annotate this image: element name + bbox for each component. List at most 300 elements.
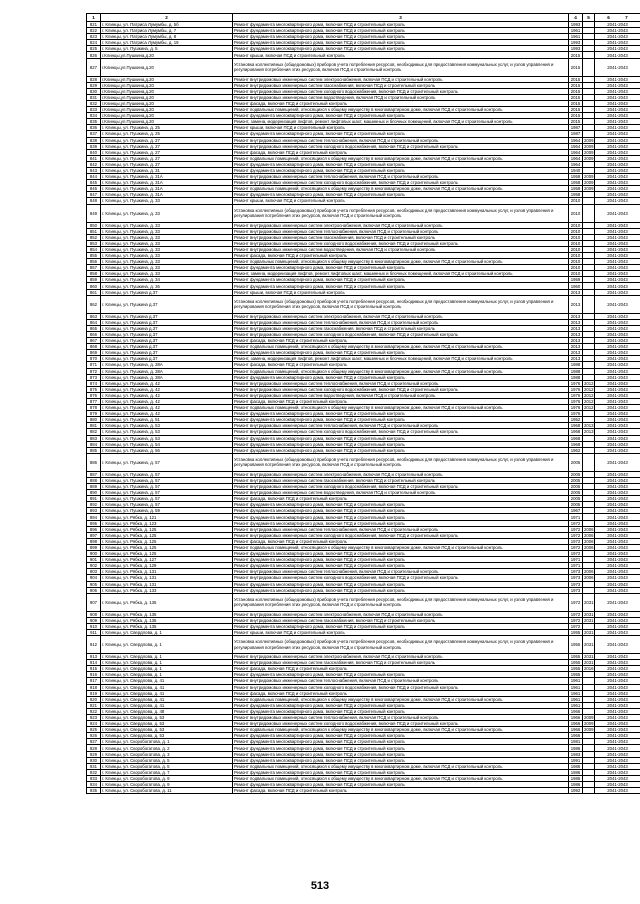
year-built-cell: 2010 [569, 222, 583, 228]
work-type-cell: Ремонт фундамента многоквартирного дома, включая ПСД и строительный контроль [233, 192, 569, 198]
row-number: 825 [87, 46, 101, 52]
planned-period-cell: 2041-2043 [595, 52, 640, 58]
table-row [87, 593, 640, 611]
row-number: 832 [87, 100, 101, 106]
planned-period-cell: 2041-2043 [595, 125, 640, 131]
last-repair-year-cell: 2006 [584, 544, 594, 550]
row-number: 918 [87, 684, 101, 690]
row-number: 841 [87, 155, 101, 161]
planned-period-cell: 2041-2043 [595, 356, 640, 362]
last-repair-year-cell [583, 295, 595, 313]
last-repair-year-cell: 2009 [584, 721, 594, 727]
work-type-cell: Ремонт фундамента многоквартирного дома, включая ПСД и строительный контроль [233, 514, 569, 520]
row-number: 876 [87, 392, 101, 398]
planned-period-cell: 2041-2043 [595, 745, 640, 751]
row-number: 871 [87, 362, 101, 368]
year-built-cell: 1986 [569, 782, 583, 788]
table-row [87, 788, 640, 794]
planned-period-cell: 2041-2043 [595, 392, 640, 398]
table-row [87, 204, 640, 222]
address-cell: г.Клинцы,ул.Пушкина,д.20 [101, 58, 233, 76]
address-cell: г.Клинцы,ул.Пушкина,д.20 [101, 94, 233, 100]
planned-period-cell: 2041-2043 [595, 344, 640, 350]
planned-period-cell: 2041-2043 [595, 557, 640, 563]
work-type-cell: Ремонт внутридомовых инженерных систем электроснабжения, включая ПСД и строительный контроль [233, 222, 569, 228]
work-type-cell: Ремонт подвальных помещений, относящихся к общему имуществу в многоквартирном доме, включая ПСД и строительный контроль [233, 775, 569, 781]
row-number: 897 [87, 532, 101, 538]
address-cell: г. Клинцы, ул. Пушкина, д. 42 [101, 405, 233, 411]
planned-period-cell: 2041-2043 [595, 100, 640, 106]
planned-period-cell: 2041-2043 [595, 40, 640, 46]
year-built-cell: 2010 [569, 240, 583, 246]
planned-period-cell: 2041-2043 [595, 538, 640, 544]
planned-period-cell: 2041-2043 [595, 338, 640, 344]
planned-period-cell: 2041-2043 [595, 569, 640, 575]
work-type-cell: Ремонт подвальных помещений, относящихся к общему имуществу в многоквартирном доме, включая ПСД и строительный контроль [233, 186, 569, 192]
address-cell: г. Клинцы, ул. Пушкина, д. 27 [101, 149, 233, 155]
planned-period-cell: 2041-2043 [595, 113, 640, 119]
work-type-cell: Ремонт внутридомовых инженерных систем газоснабжения, включая ПСД и строительный контроль [233, 325, 569, 331]
last-repair-year-cell: 2031 [584, 630, 594, 636]
address-cell: г. Клинцы, ул. Пушкина, д. 33 [101, 228, 233, 234]
year-built-cell: 2015 [569, 100, 583, 106]
last-repair-year-cell: 2013 [584, 429, 594, 435]
last-repair-year-cell: 2009 [584, 143, 594, 149]
year-built-cell: 1983 [569, 751, 583, 757]
planned-period-cell: 2041-2043 [595, 137, 640, 143]
row-number: 893 [87, 508, 101, 514]
work-type-cell: Ремонт подвальных помещений, относящихся к общему имуществу в многоквартирном доме, включая ПСД и строительный контроль [233, 696, 569, 702]
last-repair-year-cell: 2006 [584, 569, 594, 575]
address-cell: г. Клинцы, ул. Пушкина, д. 56 [101, 447, 233, 453]
address-cell: г. Клинцы, ул. Пушкина, д. 5 [101, 46, 233, 52]
year-built-cell: 2015 [569, 119, 583, 125]
year-built-cell: 2005 [569, 496, 583, 502]
last-repair-year-cell: 2012 [584, 386, 594, 392]
planned-period-cell: 2041-2043 [595, 423, 640, 429]
row-number: 860 [87, 283, 101, 289]
column-number: 4 [569, 14, 583, 22]
year-built-cell: 1973 [569, 581, 583, 587]
work-type-cell: Ремонт фасада, включая ПСД и строительный контроль [233, 338, 569, 344]
year-built-cell: 2015 [569, 82, 583, 88]
year-built-cell: 2010 [569, 198, 583, 204]
address-cell: г. Клинцы, ул. Рябка, д. 135 [101, 623, 233, 629]
work-type-cell: Ремонт фасада, включая ПСД и строительный контроль [233, 362, 569, 368]
work-type-cell: Ремонт внутридомовых инженерных систем газоснабжения, включая ПСД и строительный контроль [233, 234, 569, 240]
table-body [87, 22, 640, 794]
row-number: 854 [87, 246, 101, 252]
row-number: 821 [87, 22, 101, 28]
work-type-cell: Ремонт подвальных помещений, относящихся к общему имуществу в многоквартирном доме, включая ПСД и строительный контроль [233, 405, 569, 411]
year-built-cell: 2015 [569, 107, 583, 113]
last-repair-year-cell: 2009 [584, 180, 594, 186]
work-type-cell: Ремонт фундамента многоквартирного дома, включая ПСД и строительный контроль [233, 751, 569, 757]
year-built-cell: 1966 [569, 727, 583, 733]
address-cell: г. Клинцы, ул. Пушкина, д. 33 [101, 222, 233, 228]
planned-period-cell: 2041-2043 [595, 532, 640, 538]
work-type-cell: Установка коллективных (общедомовых) приборов учета потребления ресурсов, необходимых для предоставления коммунальных услуг, и узлов управления и регулирования потребления этих ресурсов, включая ПСД и строительный контроль [233, 204, 569, 222]
year-built-cell: 1968 [569, 429, 583, 435]
year-built-cell: 2013 [569, 344, 583, 350]
last-repair-year-cell [583, 453, 595, 471]
planned-period-cell: 2041-2043 [595, 58, 640, 76]
row-number: 924 [87, 721, 101, 727]
year-built-cell: 1986 [569, 775, 583, 781]
address-cell: г. Клинцы, ул. Пушкина, д. 34 [101, 277, 233, 283]
planned-period-cell: 2041-2043 [595, 380, 640, 386]
year-built-cell: 1972 [569, 520, 583, 526]
row-number: 892 [87, 502, 101, 508]
planned-period-cell: 2041-2043 [595, 204, 640, 222]
address-cell: г. Клинцы, ул. Скоробогатова, д. 5 [101, 757, 233, 763]
year-built-cell: 2015 [569, 88, 583, 94]
work-type-cell: Ремонт фасада, включая ПСД и строительный контроль [233, 496, 569, 502]
address-cell: г.Клинцы,ул.Пушкина,д.20 [101, 88, 233, 94]
row-number: 873 [87, 374, 101, 380]
row-number: 904 [87, 575, 101, 581]
column-number: 5 [583, 14, 595, 22]
planned-period-cell: 2041-2043 [595, 563, 640, 569]
year-built-cell: 2015 [569, 113, 583, 119]
year-built-cell: 1972 [569, 611, 583, 617]
planned-period-cell: 2041-2043 [595, 611, 640, 617]
planned-period-cell: 2041-2043 [595, 690, 640, 696]
address-cell: г. Клинцы, ул. Пушкина, д. 33 [101, 240, 233, 246]
planned-period-cell: 2041-2043 [595, 265, 640, 271]
address-cell: г. Клинцы, ул. Свердлова, д. 53 [101, 733, 233, 739]
row-number: 932 [87, 769, 101, 775]
address-cell: г. Клинцы, ул. Пушкина, д. 33 [101, 204, 233, 222]
work-type-cell: Ремонт фундамента многоквартирного дома, включая ПСД и строительный контроль [233, 113, 569, 119]
planned-period-cell: 2041-2043 [595, 277, 640, 283]
row-number: 835 [87, 119, 101, 125]
row-number: 887 [87, 471, 101, 477]
work-type-cell: Ремонт крыши, включая ПСД и строительный контроль [233, 289, 569, 295]
address-cell: г. Клинцы, ул. Пушкина, д. 57 [101, 471, 233, 477]
work-type-cell: Ремонт подвальных помещений, относящихся к общему имуществу в многоквартирном доме, включая ПСД и строительный контроль [233, 763, 569, 769]
row-number: 895 [87, 520, 101, 526]
row-number: 842 [87, 161, 101, 167]
planned-period-cell: 2041-2043 [595, 34, 640, 40]
planned-period-cell: 2041-2043 [595, 234, 640, 240]
planned-period-cell: 2041-2043 [595, 368, 640, 374]
row-number: 927 [87, 739, 101, 745]
year-built-cell: 1986 [569, 745, 583, 751]
address-cell: г. Клинцы, ул. Рябка, д. 125 [101, 551, 233, 557]
planned-period-cell: 2041-2043 [595, 551, 640, 557]
year-built-cell: 1955 [569, 672, 583, 678]
work-type-cell: Ремонт фундамента многоквартирного дома, включая ПСД и строительный контроль [233, 374, 569, 380]
planned-period-cell: 2041-2043 [595, 331, 640, 337]
row-number: 880 [87, 417, 101, 423]
row-number: 878 [87, 405, 101, 411]
row-number: 853 [87, 240, 101, 246]
work-type-cell: Ремонт крыши, включая ПСД и строительный контроль [233, 629, 569, 635]
work-type-cell: Ремонт внутридомовых инженерных систем электроснабжения, включая ПСД и строительный контроль [233, 76, 569, 82]
address-cell: г. Клинцы, ул. Пушкина, д. 25 [101, 125, 233, 131]
last-repair-year-cell: 2006 [584, 532, 594, 538]
planned-period-cell: 2041-2043 [595, 684, 640, 690]
row-number: 831 [87, 94, 101, 100]
address-cell: г. Клинцы, ул. Пушкина, д. 57 [101, 453, 233, 471]
address-cell: г. Клинцы, ул. Пушкина д.37 [101, 313, 233, 319]
year-built-cell: 1964 [569, 143, 583, 149]
table-row [87, 58, 640, 76]
address-cell: г. Клинцы, ул. Скоробогатова, д. 3 [101, 751, 233, 757]
row-number: 861 [87, 289, 101, 295]
planned-period-cell: 2041-2043 [595, 666, 640, 672]
work-type-cell: Ремонт внутридомовых инженерных систем водоотведения, включая ПСД и строительный контроль [233, 392, 569, 398]
row-number: 933 [87, 775, 101, 781]
row-number: 851 [87, 228, 101, 234]
work-type-cell: Ремонт внутридомовых инженерных систем газоснабжения, включая ПСД и строительный контроль [233, 660, 569, 666]
row-number: 870 [87, 356, 101, 362]
year-built-cell: 2005 [569, 484, 583, 490]
row-number: 905 [87, 581, 101, 587]
address-cell: г. Клинцы, ул. Пушкина, д. 25 [101, 131, 233, 137]
planned-period-cell: 2041-2043 [595, 429, 640, 435]
work-type-cell: Ремонт внутридомовых инженерных систем электроснабжения, включая ПСД и строительный контроль [233, 654, 569, 660]
year-built-cell: 1940 [569, 167, 583, 173]
address-cell: г. Клинцы, ул. Пушкина, д. 57 [101, 502, 233, 508]
planned-period-cell: 2041-2043 [595, 259, 640, 265]
work-type-cell: Установка коллективных (общедомовых) приборов учета потребления ресурсов, необходимых для предоставления коммунальных услуг, и узлов управления и регулирования потребления этих ресурсов, включая ПСД и строительный контроль [233, 295, 569, 313]
work-type-cell: Ремонт, замена, модернизация лифтов, ремонт лифтовых шахт, машинных и блочных помещений, включая ПСД и строительный контроль [233, 271, 569, 277]
year-built-cell: 2005 [569, 502, 583, 508]
address-cell: г. Клинцы, ул. Пушкина, д. 33 [101, 265, 233, 271]
work-type-cell: Установка коллективных (общедомовых) приборов учета потребления ресурсов, необходимых для предоставления коммунальных услуг, и узлов управления и регулирования потребления этих ресурсов, включая ПСД и строительный контроль [233, 636, 569, 654]
work-type-cell: Ремонт фундамента многоквартирного дома, включая ПСД и строительный контроль [233, 757, 569, 763]
row-number: 903 [87, 569, 101, 575]
planned-period-cell: 2041-2043 [595, 107, 640, 113]
last-repair-year-cell: 2031 [583, 636, 595, 654]
planned-period-cell: 2041-2043 [595, 581, 640, 587]
year-built-cell: 1961 [569, 684, 583, 690]
planned-period-cell: 2041-2043 [595, 325, 640, 331]
address-cell: г. Клинцы, ул. Свердлова, д. 41 [101, 690, 233, 696]
address-cell: г. Клинцы, ул. Рябка, д. 131 [101, 569, 233, 575]
work-type-cell: Ремонт фасада, включая ПСД и строительный контроль [233, 690, 569, 696]
address-cell: г. Клинцы, ул. Рябка, д. 133 [101, 587, 233, 593]
planned-period-cell: 2041-2043 [595, 708, 640, 714]
work-type-cell: Ремонт внутридомовых инженерных систем холодного водоснабжения, включая ПСД и строительный контроль [233, 484, 569, 490]
year-built-cell: 1973 [569, 569, 583, 575]
year-built-cell: 1966 [569, 733, 583, 739]
year-built-cell: 1972 [569, 617, 583, 623]
address-cell: г. Клинцы, ул. Пушкина д.37 [101, 350, 233, 356]
year-built-cell: 2013 [569, 350, 583, 356]
year-built-cell: 1972 [569, 593, 583, 611]
address-cell: г. Клинцы, ул. Пушкина, д. 27 [101, 155, 233, 161]
address-cell: г.Клинцы,ул.Пушкина,д.20 [101, 76, 233, 82]
work-type-cell: Ремонт фундамента многоквартирного дома, включая ПСД и строительный контроль [233, 350, 569, 356]
planned-period-cell: 2041-2043 [595, 149, 640, 155]
work-type-cell: Ремонт внутридомовых инженерных систем холодного водоснабжения, включая ПСД и строительный контроль [233, 429, 569, 435]
work-type-cell: Ремонт фундамента многоквартирного дома, включая ПСД и строительный контроль [233, 745, 569, 751]
last-repair-year-cell: 2009 [584, 186, 594, 192]
row-number: 855 [87, 253, 101, 259]
planned-period-cell: 2041-2043 [595, 775, 640, 781]
row-number: 930 [87, 757, 101, 763]
year-built-cell: 1971 [569, 563, 583, 569]
last-repair-year-cell: 2006 [584, 575, 594, 581]
planned-period-cell: 2041-2043 [595, 660, 640, 666]
table-row [87, 453, 640, 471]
planned-period-cell: 2041-2043 [595, 76, 640, 82]
row-number: 847 [87, 192, 101, 198]
work-type-cell: Ремонт подвальных помещений, относящихся к общему имуществу в многоквартирном доме, включая ПСД и строительный контроль [233, 544, 569, 550]
work-type-cell: Ремонт фундамента многоквартирного дома, включая ПСД и строительный контроль [233, 447, 569, 453]
planned-period-cell: 2041-2043 [595, 374, 640, 380]
row-number: 823 [87, 34, 101, 40]
year-built-cell: 1964 [569, 137, 583, 143]
work-type-cell: Ремонт крыши, включая ПСД и строительный контроль [233, 125, 569, 131]
address-cell: г.Клинцы,ул.Пушкина,д.20 [101, 100, 233, 106]
year-built-cell: 1972 [569, 532, 583, 538]
planned-period-cell: 2041-2043 [595, 526, 640, 532]
planned-period-cell: 2041-2043 [595, 623, 640, 629]
work-type-cell: Ремонт фундамента многоквартирного дома, включая ПСД и строительный контроль [233, 508, 569, 514]
row-number: 923 [87, 715, 101, 721]
work-type-cell: Ремонт внутридомовых инженерных систем водоотведения, включая ПСД и строительный контроль [233, 94, 569, 100]
year-built-cell: 1966 [569, 721, 583, 727]
last-repair-year-cell: 2031 [584, 617, 594, 623]
address-cell: г. Клинцы, ул. Пушкина, д. 57 [101, 496, 233, 502]
row-number: 838 [87, 137, 101, 143]
year-built-cell: 2010 [569, 259, 583, 265]
year-built-cell: 2013 [569, 356, 583, 362]
year-built-cell: 2010 [569, 234, 583, 240]
work-type-cell: Установка коллективных (общедомовых) приборов учета потребления ресурсов, необходимых для предоставления коммунальных услуг, и узлов управления и регулирования потребления этих ресурсов, включая ПСД и строительный контроль [233, 453, 569, 471]
work-type-cell: Ремонт внутридомовых инженерных систем холодного водоснабжения, включая ПСД и строительный контроль [233, 575, 569, 581]
work-type-cell: Установка коллективных (общедомовых) приборов учета потребления ресурсов, необходимых для предоставления коммунальных услуг, и узлов управления и регулирования потребления этих ресурсов, включая ПСД и строительный контроль [233, 58, 569, 76]
address-cell: г. Клинцы, ул. Пушкина д.37 [101, 338, 233, 344]
address-cell: г. Клинцы, ул. Пушкина, д. 57 [101, 484, 233, 490]
row-number: 862 [87, 295, 101, 313]
address-cell: г. Клинцы, ул. Пушкина, д. 31А [101, 180, 233, 186]
year-built-cell: 1955 [569, 629, 583, 635]
year-built-cell: 1961 [569, 696, 583, 702]
planned-period-cell: 2041-2043 [595, 228, 640, 234]
work-type-cell: Ремонт подвальных помещений, относящихся к общему имуществу в многоквартирном доме, включая ПСД и строительный контроль [233, 107, 569, 113]
planned-period-cell: 2041-2043 [595, 295, 640, 313]
year-built-cell: 1968 [569, 441, 583, 447]
planned-period-cell: 2041-2043 [595, 350, 640, 356]
planned-period-cell: 2041-2043 [595, 46, 640, 52]
row-number: 824 [87, 40, 101, 46]
row-number: 865 [87, 325, 101, 331]
row-number: 833 [87, 107, 101, 113]
planned-period-cell: 2041-2043 [595, 143, 640, 149]
work-type-cell: Ремонт внутридомовых инженерных систем холодного водоснабжения, включая ПСД и строительный контроль [233, 532, 569, 538]
planned-period-cell: 2041-2043 [595, 702, 640, 708]
year-built-cell: 1961 [569, 34, 583, 40]
work-type-cell: Ремонт фундамента многоквартирного дома, включая ПСД и строительный контроль [233, 551, 569, 557]
address-cell: г. Клинцы, ул. Свердлова, д. 53 [101, 727, 233, 733]
work-type-cell: Ремонт внутридомовых инженерных систем холодного водоснабжения, включая ПСД и строительный контроль [233, 88, 569, 94]
work-type-cell: Ремонт крыши, включая ПСД и строительный контроль [233, 198, 569, 204]
work-type-cell: Ремонт фундамента многоквартирного дома, включая ПСД и строительный контроль [233, 702, 569, 708]
planned-period-cell: 2041-2043 [595, 739, 640, 745]
work-type-cell: Ремонт фасада, включая ПСД и строительный контроль [233, 398, 569, 404]
planned-period-cell: 2041-2043 [595, 782, 640, 788]
address-cell: г. Клинцы, ул. Скоробогатова, д. 7 [101, 769, 233, 775]
row-number: 881 [87, 423, 101, 429]
address-cell: г. Клинцы, ул. Рябка, д. 125 [101, 532, 233, 538]
work-type-cell: Ремонт фундамента многоквартирного дома, включая ПСД и строительный контроль [233, 161, 569, 167]
year-built-cell: 2010 [569, 271, 583, 277]
address-cell: г. Клинцы, ул. Рябка, д. 121 [101, 514, 233, 520]
address-cell: г. Клинцы, ул. Пушкина, д. 42 [101, 392, 233, 398]
work-type-cell: Ремонт фундамента многоквартирного дома, включая ПСД и строительный контроль [233, 769, 569, 775]
row-number: 828 [87, 76, 101, 82]
planned-period-cell: 2041-2043 [595, 289, 640, 295]
work-type-cell: Ремонт фасада, включая ПСД и строительный контроль [233, 538, 569, 544]
planned-period-cell: 2041-2043 [595, 398, 640, 404]
row-number: 850 [87, 222, 101, 228]
row-number: 846 [87, 186, 101, 192]
row-number: 858 [87, 271, 101, 277]
year-built-cell: 1976 [569, 411, 583, 417]
planned-period-cell: 2041-2043 [595, 435, 640, 441]
address-cell: г. Клинцы, ул. Рябка, д. 127 [101, 557, 233, 563]
work-type-cell: Ремонт внутридомовых инженерных систем теплоснабжения, включая ПСД и строительный контроль [233, 569, 569, 575]
address-cell: г. Клинцы, ул. Пушкина, д. 27 [101, 137, 233, 143]
address-cell: г. Клинцы, ул. Скоробогатова, д. 9 [101, 775, 233, 781]
year-built-cell: 2015 [569, 52, 583, 58]
row-number: 836 [87, 125, 101, 131]
year-built-cell: 1988 [569, 374, 583, 380]
year-built-cell: 1987 [569, 131, 583, 137]
year-built-cell: 2010 [569, 228, 583, 234]
row-number: 931 [87, 763, 101, 769]
year-built-cell: 2010 [569, 246, 583, 252]
row-number: 901 [87, 557, 101, 563]
row-number: 827 [87, 58, 101, 76]
row-number: 856 [87, 259, 101, 265]
address-cell: г.Клинцы,ул.Пушкина,д.20 [101, 52, 233, 58]
address-cell: г. Клинцы, ул. Пушкина д.37 [101, 331, 233, 337]
planned-period-cell: 2041-2043 [595, 386, 640, 392]
address-cell: г.Клинцы,ул.Пушкина,д.20 [101, 113, 233, 119]
year-built-cell: 1961 [569, 678, 583, 684]
row-number: 888 [87, 477, 101, 483]
year-built-cell: 1952 [569, 417, 583, 423]
year-built-cell: 1955 [569, 660, 583, 666]
address-cell: г. Клинцы, ул. Пушкина д.37 [101, 344, 233, 350]
address-cell: г. Клинцы, ул. Патриса Лумумбы, д. 7 [101, 28, 233, 34]
work-type-cell: Ремонт внутридомовых инженерных систем холодного водоснабжения, включая ПСД и строительный контроль [233, 143, 569, 149]
year-built-cell: 2005 [569, 477, 583, 483]
planned-period-cell: 2041-2043 [595, 405, 640, 411]
address-cell: г. Клинцы, ул. Рябка, д. 125 [101, 544, 233, 550]
row-number: 866 [87, 331, 101, 337]
address-cell: г. Клинцы, ул. Свердлова, д. 41 [101, 684, 233, 690]
address-cell: г. Клинцы, ул. Свердлова, д. 1 [101, 636, 233, 654]
row-number: 910 [87, 623, 101, 629]
planned-period-cell: 2041-2043 [595, 514, 640, 520]
work-type-cell: Ремонт фундамента многоквартирного дома, включая ПСД и строительный контроль [233, 22, 569, 28]
year-built-cell: 1988 [569, 368, 583, 374]
planned-period-cell: 2041-2043 [595, 520, 640, 526]
address-cell: г. Клинцы, ул. Пушкина, д. 42 [101, 380, 233, 386]
address-cell: г. Клинцы, ул. Пушкина, д. 53 [101, 423, 233, 429]
address-cell: г. Клинцы, ул. Пушкина д.37 [101, 325, 233, 331]
planned-period-cell: 2041-2043 [595, 477, 640, 483]
work-type-cell: Ремонт фундамента многоквартирного дома, включая ПСД и строительный контроль [233, 782, 569, 788]
row-number: 896 [87, 526, 101, 532]
